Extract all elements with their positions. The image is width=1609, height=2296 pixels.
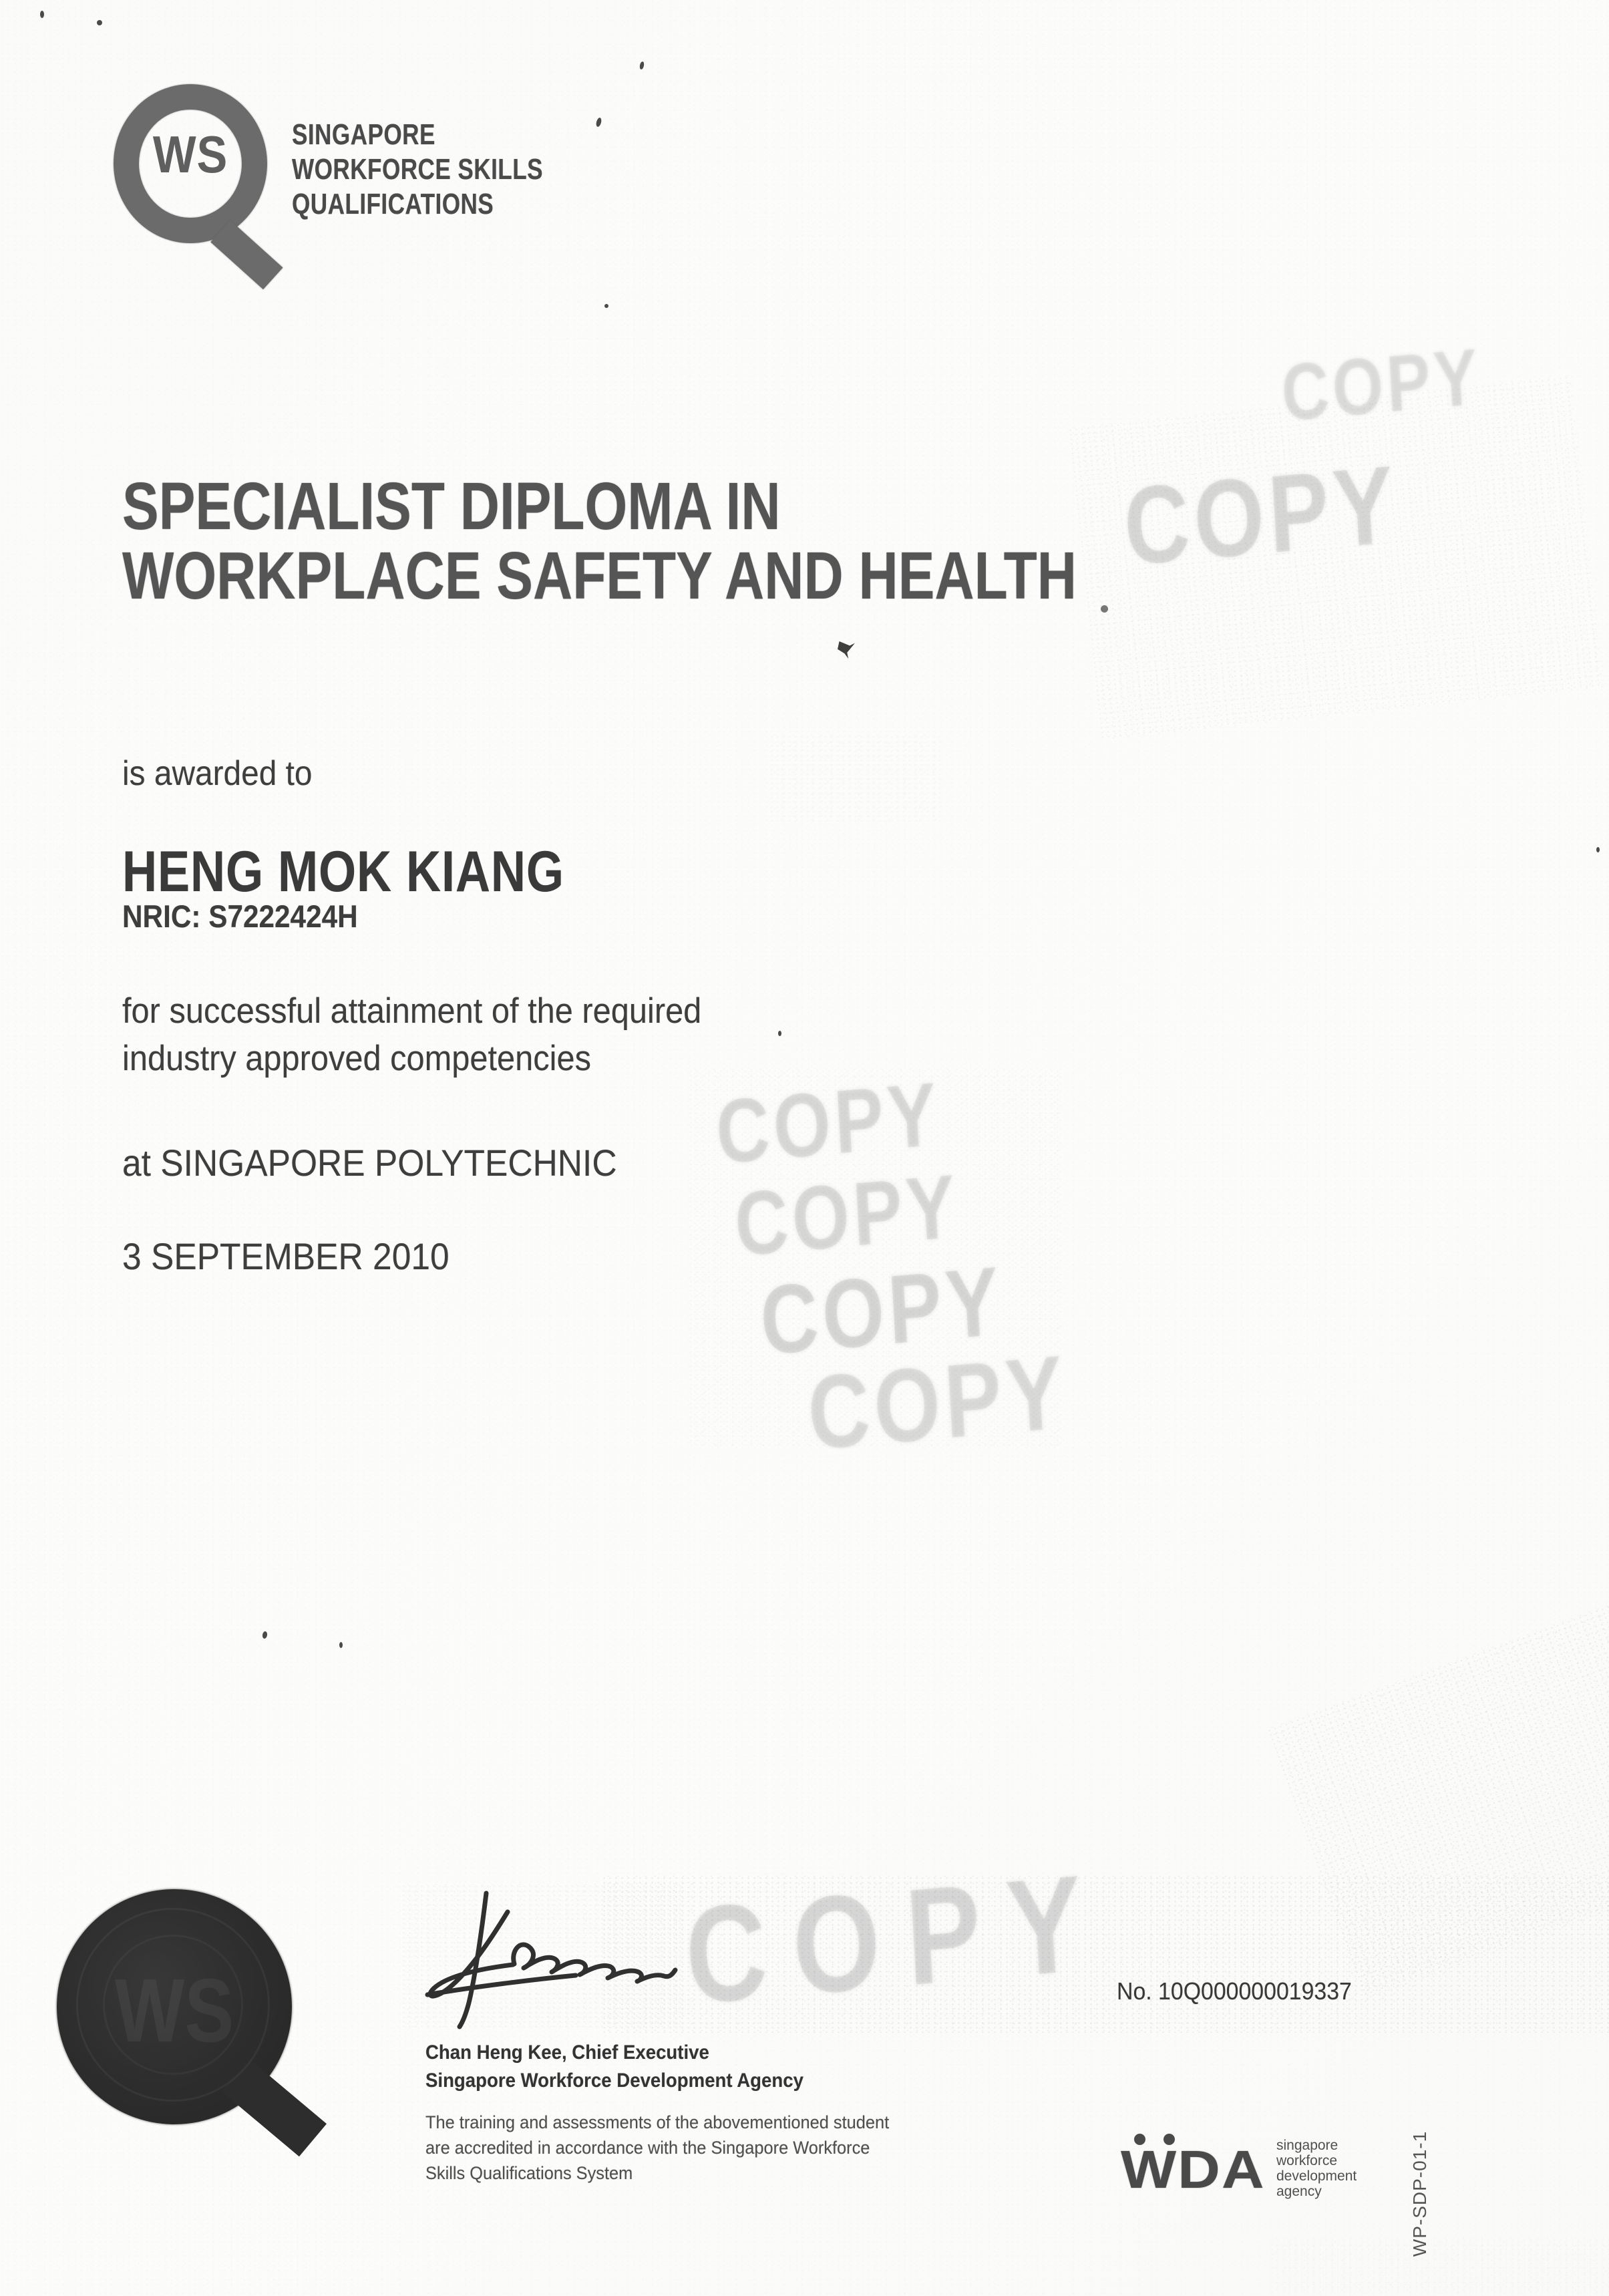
- copy-watermark: COPY: [1279, 331, 1483, 438]
- signatory-organization: Singapore Workforce Development Agency: [425, 2070, 803, 2092]
- speck: [639, 61, 645, 70]
- speck: [40, 11, 44, 18]
- speck: [262, 1631, 268, 1639]
- speck: [595, 117, 602, 127]
- accreditation-line2: are accredited in accordance with the Singapore Workforce: [425, 2138, 870, 2158]
- copy-watermark: COPY: [1121, 442, 1402, 589]
- wsq-logo: [114, 84, 314, 285]
- wda-acronym: WDA: [1121, 2140, 1266, 2199]
- accreditation-statement: [425, 2110, 889, 2186]
- award-date: 3 SEPTEMBER 2010: [122, 1235, 450, 1277]
- attainment-statement: [122, 987, 701, 1082]
- wda-wordmark-line2: workforce: [1276, 2153, 1338, 2168]
- signature: [407, 1889, 695, 2031]
- issuer-line2: WORKFORCE SKILLS: [292, 153, 543, 186]
- wsq-monogram: WS: [152, 125, 228, 184]
- attainment-line1: for successful attainment of the required: [122, 991, 702, 1031]
- stray-ink-dot: [1101, 605, 1108, 613]
- signatory-name: Chan Heng Kee, Chief Executive: [425, 2041, 709, 2064]
- noise-patch: [1067, 375, 1605, 741]
- awarded-to-label: is awarded to: [122, 754, 313, 793]
- certificate-number: No. 10Q000000019337: [1117, 1977, 1352, 2005]
- speck: [1596, 847, 1600, 852]
- noise-patch: [601, 1876, 1609, 2033]
- copy-watermark: COPY: [681, 1844, 1113, 2033]
- noise-patch: [1266, 1588, 1609, 1999]
- stray-tick-mark: [838, 641, 855, 659]
- recipient-nric: NRIC: S7222424H: [122, 898, 358, 934]
- wda-wordmark-line4: agency: [1276, 2184, 1322, 2199]
- attainment-line2: industry approved competencies: [122, 1039, 592, 1078]
- speck: [97, 20, 102, 25]
- certificate-title-line2: WORKPLACE SAFETY AND HEALTH: [122, 538, 1077, 613]
- institution-line: at SINGAPORE POLYTECHNIC: [122, 1142, 617, 1184]
- accreditation-line3: Skills Qualifications System: [425, 2163, 633, 2183]
- recipient-name: HENG MOK KIANG: [122, 840, 564, 904]
- wsq-seal: [53, 1885, 334, 2166]
- accreditation-line1: The training and assessments of the abovementioned student: [425, 2112, 890, 2132]
- copy-watermark: COPY: [757, 1246, 1006, 1375]
- wsq-magnifier-handle-icon: [210, 220, 283, 290]
- copy-watermark: COPY: [713, 1063, 943, 1183]
- noise-patch: [768, 735, 942, 822]
- wda-wordmark-line1: singapore: [1276, 2138, 1338, 2153]
- noise-patch: [688, 1069, 1062, 1450]
- issuer-wordmark: [292, 118, 543, 222]
- speck: [339, 1642, 343, 1648]
- issuer-line3: QUALIFICATIONS: [292, 188, 494, 220]
- wda-wordmark: [1276, 2138, 1357, 2199]
- certificate-title: [122, 469, 1077, 613]
- certificate-title-line1: SPECIALIST DIPLOMA IN: [122, 469, 781, 544]
- speck: [778, 1031, 781, 1036]
- copy-watermark: COPY: [805, 1333, 1071, 1472]
- issuer-line1: SINGAPORE: [292, 118, 435, 151]
- wda-wordmark-line3: development: [1276, 2168, 1357, 2184]
- speck: [604, 304, 608, 308]
- copy-watermark: COPY: [732, 1155, 962, 1275]
- form-code: WP-SDP-01-1: [1409, 2130, 1430, 2257]
- wsq-seal-monogram: WS: [114, 1960, 234, 2061]
